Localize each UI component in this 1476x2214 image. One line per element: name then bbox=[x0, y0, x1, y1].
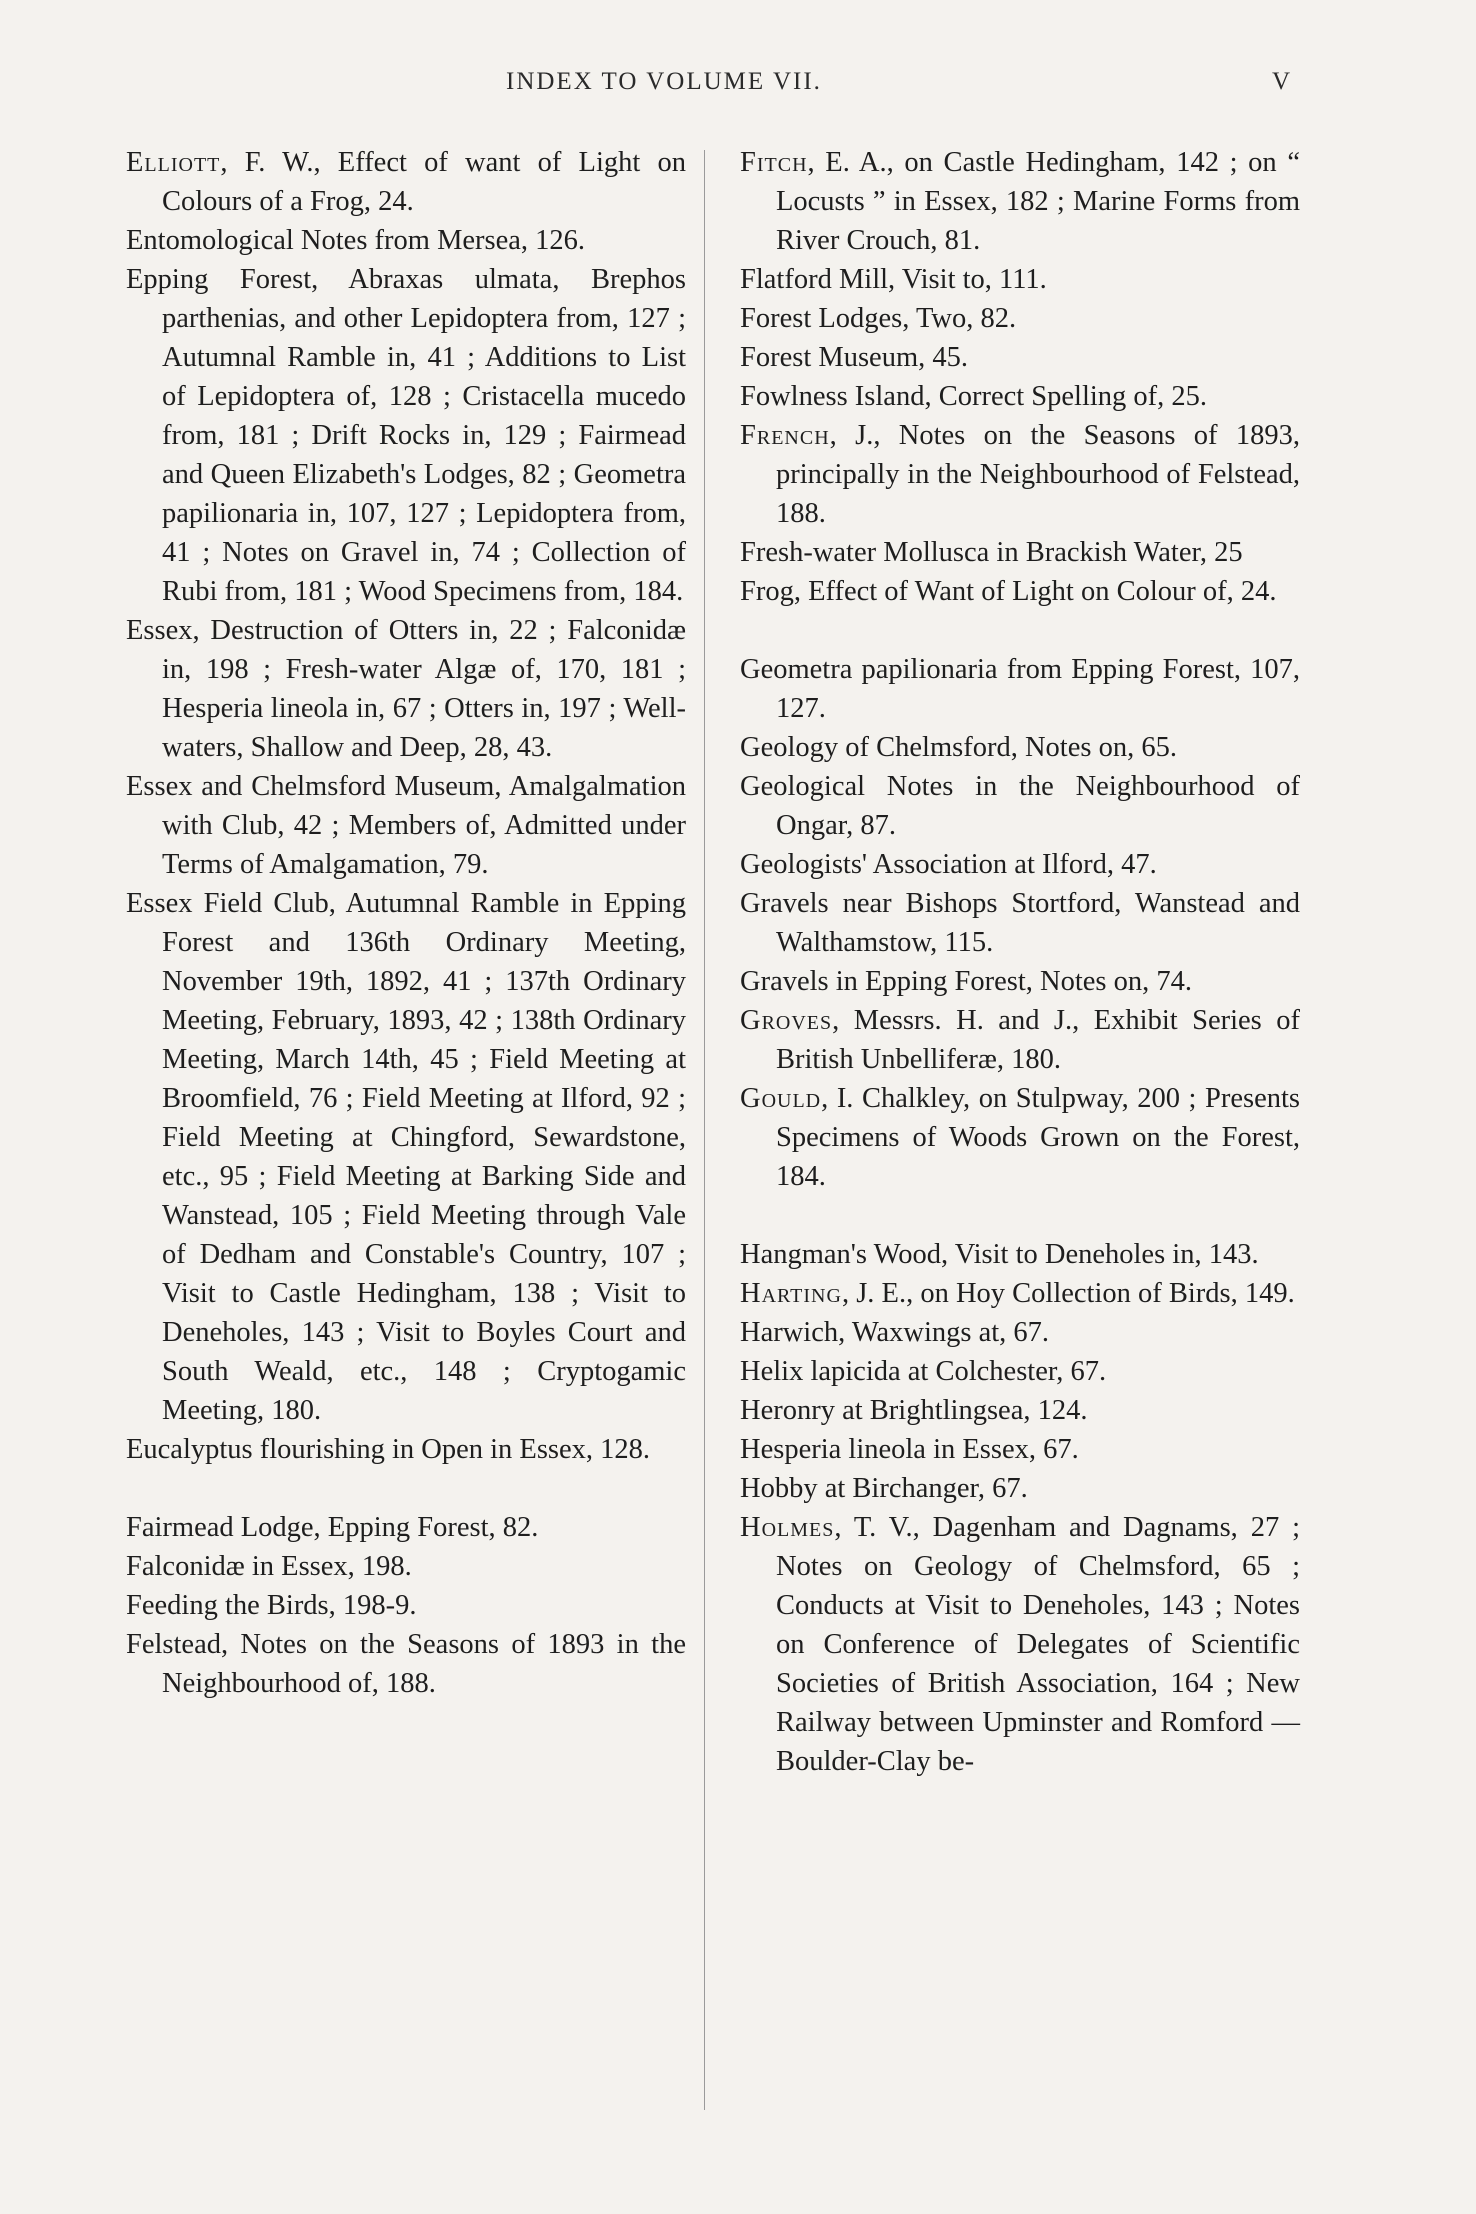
index-entry-surname: Gould bbox=[740, 1083, 822, 1114]
index-entry-surname: Harting bbox=[740, 1278, 842, 1309]
index-entry-surname: Groves bbox=[740, 1005, 833, 1036]
index-entry: Entomological Notes from Mersea, 126. bbox=[126, 225, 586, 256]
index-entry: Feeding the Birds, 198-9. bbox=[126, 1590, 417, 1621]
page-number: V bbox=[1272, 68, 1292, 95]
index-entry-text: , E. A., on Castle Hedingham, 142 ; on “ Locusts ” in Essex, 182 ; Marine Forms from River Crouch, 81. bbox=[776, 147, 1300, 256]
index-entry: Forest Museum, 45. bbox=[740, 342, 968, 373]
section-gap bbox=[126, 1469, 686, 1508]
index-entry-surname: Holmes bbox=[740, 1512, 835, 1543]
index-entry bbox=[740, 1274, 1300, 1313]
index-entry: Essex Field Club, Autumnal Ramble in Epping Forest and 136th Ordinary Meeting, November 19th, 1892, 41 ; 137th Ordinary Meeting, February, 1893, 42 ; 138th Ordinary Meeting, March 14th, 45 ; Field Meeting at Broomfield, 76 ; Field Meeting at Ilford, 92 ; Field Meeting at Chingford, Sewardstone, etc., 95 ; Field Meeting at Barking Side and Wanstead, 105 ; Field Meeting through Vale of Dedham and Constable's Country, 107 ; Visit to Castle Hedingham, 138 ; Visit to Deneholes, 143 ; Visit to Boyles Court and South Weald, etc., 148 ; Cryptogamic Meeting, 180. bbox=[126, 888, 686, 1426]
index-entry bbox=[740, 1001, 1300, 1079]
index-entry: Geologists' Association at Ilford, 47. bbox=[740, 849, 1157, 880]
index-column-left bbox=[126, 143, 686, 1703]
index-entry: Hesperia lineola in Essex, 67. bbox=[740, 1434, 1079, 1465]
index-entry: Geometra papilionaria from Epping Forest, 107, 127. bbox=[740, 654, 1300, 724]
index-entry: Geological Notes in the Neighbourhood of Ongar, 87. bbox=[740, 771, 1300, 841]
index-entry: Harwich, Waxwings at, 67. bbox=[740, 1317, 1050, 1348]
index-entry-surname: Fitch bbox=[740, 147, 808, 178]
index-entry: Helix lapicida at Colchester, 67. bbox=[740, 1356, 1107, 1387]
index-entry: Epping Forest, Abraxas ulmata, Brephos parthenias, and other Lepidoptera from, 127 ; Autumnal Ramble in, 41 ; Additions to List of Lepidoptera of, 128 ; Cristacella mucedo from, 181 ; Drift Rocks in, 129 ; Fairmead and Queen Elizabeth's Lodges, 82 ; Geometra papilionaria in, 107, 127 ; Lepidoptera from, 41 ; Notes on Gravel in, 74 ; Collection of Rubi from, 181 ; Wood Specimens from, 184. bbox=[126, 264, 686, 607]
index-entry: Eucalyptus flourishing in Open in Essex, 128. bbox=[126, 1434, 651, 1465]
index-entry-text: , Messrs. H. and J., Exhibit Series of British Unbelliferæ, 180. bbox=[776, 1005, 1300, 1075]
index-entry-text: , I. Chalkley, on Stulpway, 200 ; Presents Specimens of Woods Grown on the Forest, 184. bbox=[776, 1083, 1300, 1192]
column-divider bbox=[704, 150, 705, 2110]
index-entry-text: , J. E., on Hoy Collection of Birds, 149. bbox=[841, 1278, 1295, 1309]
index-entry: Flatford Mill, Visit to, 111. bbox=[740, 264, 1047, 295]
index-entry: Heronry at Brightlingsea, 124. bbox=[740, 1395, 1088, 1426]
index-entry bbox=[740, 416, 1300, 533]
index-entry: Hobby at Birchanger, 67. bbox=[740, 1473, 1028, 1504]
index-entry: Hangman's Wood, Visit to Deneholes in, 143. bbox=[740, 1239, 1259, 1270]
section-gap bbox=[740, 1196, 1300, 1235]
section-gap bbox=[740, 611, 1300, 650]
index-entry: Essex and Chelmsford Museum, Amalgalmation with Club, 42 ; Members of, Admitted under Terms of Amalgamation, 79. bbox=[126, 771, 686, 880]
index-entry: Fresh-water Mollusca in Brackish Water, 25 bbox=[740, 537, 1243, 568]
index-entry: Forest Lodges, Two, 82. bbox=[740, 303, 1017, 334]
index-entry bbox=[740, 1079, 1300, 1196]
index-entry: Fowlness Island, Correct Spelling of, 25. bbox=[740, 381, 1208, 412]
index-entry-text: , J., Notes on the Seasons of 1893, principally in the Neighbourhood of Felstead, 188. bbox=[776, 420, 1300, 529]
index-entry: Gravels near Bishops Stortford, Wanstead and Walthamstow, 115. bbox=[740, 888, 1300, 958]
index-entry-text: , F. W., Effect of want of Light on Colours of a Frog, 24. bbox=[162, 147, 686, 217]
index-entry-surname: French bbox=[740, 420, 830, 451]
index-entry: Frog, Effect of Want of Light on Colour of, 24. bbox=[740, 576, 1277, 607]
running-head bbox=[0, 68, 1476, 108]
index-entry: Gravels in Epping Forest, Notes on, 74. bbox=[740, 966, 1192, 997]
index-column-right bbox=[740, 143, 1300, 1781]
index-entry: Geology of Chelmsford, Notes on, 65. bbox=[740, 732, 1177, 763]
index-entry: Falconidæ in Essex, 198. bbox=[126, 1551, 412, 1582]
index-entry bbox=[126, 143, 686, 221]
index-entry: Felstead, Notes on the Seasons of 1893 in the Neighbourhood of, 188. bbox=[126, 1629, 686, 1699]
index-entry: Essex, Destruction of Otters in, 22 ; Falconidæ in, 198 ; Fresh-water Algæ of, 170, 181 ; Hesperia lineola in, 67 ; Otters in, 197 ; Well-waters, Shallow and Deep, 28, 43. bbox=[126, 615, 686, 763]
index-entry-surname: Elliott bbox=[126, 147, 221, 178]
index-entry: Fairmead Lodge, Epping Forest, 82. bbox=[126, 1512, 539, 1543]
index-entry-text: , T. V., Dagenham and Dagnams, 27 ; Notes on Geology of Chelmsford, 65 ; Conducts at Visit to Deneholes, 143 ; Notes on Conference of Delegates of Scientific Societies of British Association, 164 ; New Railway between Upminster and Romford — Boulder-Clay be- bbox=[776, 1512, 1300, 1777]
running-title: INDEX TO VOLUME VII. bbox=[506, 68, 822, 95]
index-entry bbox=[740, 1508, 1300, 1781]
index-entry bbox=[740, 143, 1300, 260]
